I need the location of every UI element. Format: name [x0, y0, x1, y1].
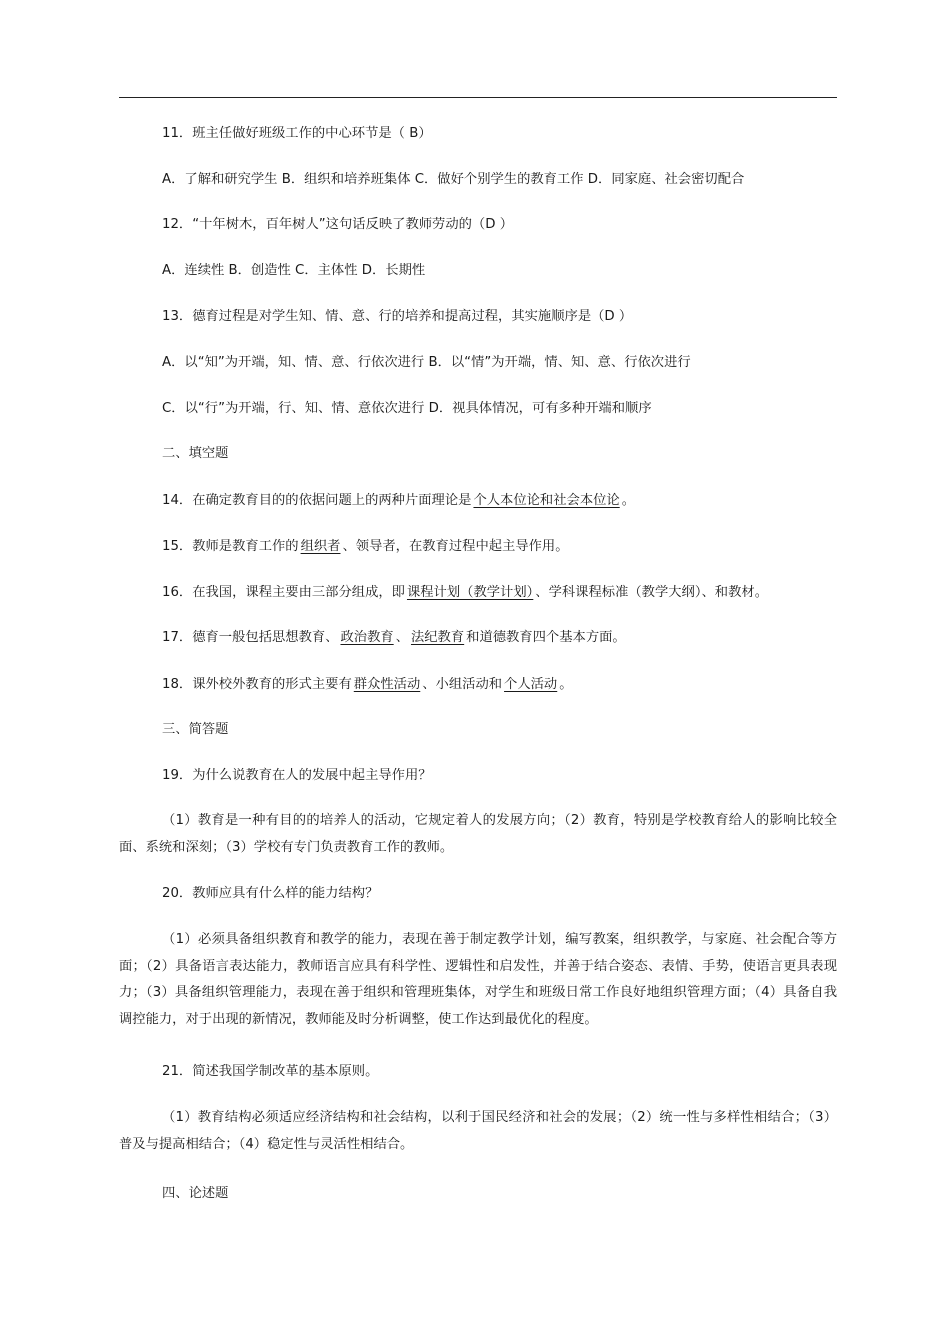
q14-answer-blank: 个人本位论和社会本位论 — [473, 493, 620, 508]
q17-answer-blank-2: 法纪教育 — [410, 630, 465, 645]
q19-stem: 19．为什么说教育在人的发展中起主导作用？ — [162, 768, 432, 783]
q15-answer-blank: 组织者 — [300, 539, 341, 554]
q17-line — [162, 628, 626, 648]
q17-answer-blank-1: 政治教育 — [340, 630, 394, 645]
q21-stem: 21．简述我国学制改革的基本原则。 — [162, 1064, 379, 1079]
q13-stem: 13．德育过程是对学生知、情、意、行的培养和提高过程，其实施顺序是（D ） — [162, 309, 633, 324]
header-rule — [119, 97, 837, 98]
q20-answer: （1）必须具备组织教育和教学的能力，表现在善于制定教学计划，编写教案，组织教学，与家庭、社会配合等方面；（2）具备语言表达能力，教师语言应具有科学性、逻辑性和启发性，并善于结合姿态、表情、手势，使语言更具表现力；（3）具备组织管理能力，表现在善于组织和管理班集体，对学生和班级日常工作良好地组织管理方面；（4）具备自我调控能力，对于出现的新情况，教师能及时分析调整，使工作达到最优化的程度。 — [119, 932, 837, 1027]
q14-prefix: 14．在确定教育目的的依据问题上的两种片面理论是 — [162, 493, 472, 508]
q16-prefix: 16．在我国，课程主要由三部分组成，即 — [162, 585, 405, 600]
q18-suffix: 。 — [559, 677, 573, 692]
q15-line — [162, 537, 569, 557]
q11-stem: 11．班主任做好班级工作的中心环节是（ B） — [162, 126, 432, 141]
q13-options-cd: C．以“行”为开端，行、知、情、意依次进行 D．视具体情况，可有多种开端和顺序 — [162, 401, 652, 416]
section-short-answer-title: 三、简答题 — [162, 722, 229, 737]
q16-suffix: 、学科课程标准（教学大纲）、和教材。 — [535, 585, 768, 600]
section-fill-in-title: 二、填空题 — [162, 446, 229, 461]
q12-stem: 12．“十年树木，百年树人”这句话反映了教师劳动的（D ） — [162, 217, 513, 232]
q15-suffix: 、领导者，在教育过程中起主导作用。 — [342, 539, 569, 554]
q20-stem: 20．教师应具有什么样的能力结构？ — [162, 886, 379, 901]
q18-middle: 、小组活动和 — [422, 677, 503, 692]
q18-prefix: 18．课外校外教育的形式主要有 — [162, 677, 352, 692]
q16-answer-blank: 课程计划（教学计划） — [406, 585, 534, 600]
section-essay-title: 四、论述题 — [162, 1186, 229, 1201]
q12-options: A．连续性 B．创造性 C．主体性 D．长期性 — [162, 263, 426, 278]
q18-line — [162, 675, 573, 695]
q17-prefix: 17．德育一般包括思想教育、 — [162, 630, 339, 645]
q11-options: A．了解和研究学生 B．组织和培养班集体 C．做好个别学生的教育工作 D．同家庭、社会密切配合 — [162, 172, 745, 187]
q16-line — [162, 583, 768, 603]
q13-options-ab: A．以“知”为开端，知、情、意、行依次进行 B．以“情”为开端，情、知、意、行依次进行 — [162, 355, 691, 370]
q21-answer: （1）教育结构必须适应经济结构和社会结构，以利于国民经济和社会的发展；（2）统一性与多样性相结合；（3）普及与提高相结合；（4）稳定性与灵活性相结合。 — [119, 1110, 837, 1152]
q17-suffix: 和道德教育四个基本方面。 — [466, 630, 626, 645]
q14-line — [162, 491, 635, 511]
q14-suffix: 。 — [621, 493, 636, 508]
q15-prefix: 15．教师是教育工作的 — [162, 539, 299, 554]
q19-answer: （1）教育是一种有目的的培养人的活动，它规定着人的发展方向；（2）教育，特别是学校教育给人的影响比较全面、系统和深刻；（3）学校有专门负责教育工作的教师。 — [119, 813, 837, 855]
q17-separator: 、 — [395, 630, 409, 645]
q18-answer-blank-1: 群众性活动 — [353, 677, 421, 692]
q18-answer-blank-2: 个人活动 — [504, 677, 558, 692]
